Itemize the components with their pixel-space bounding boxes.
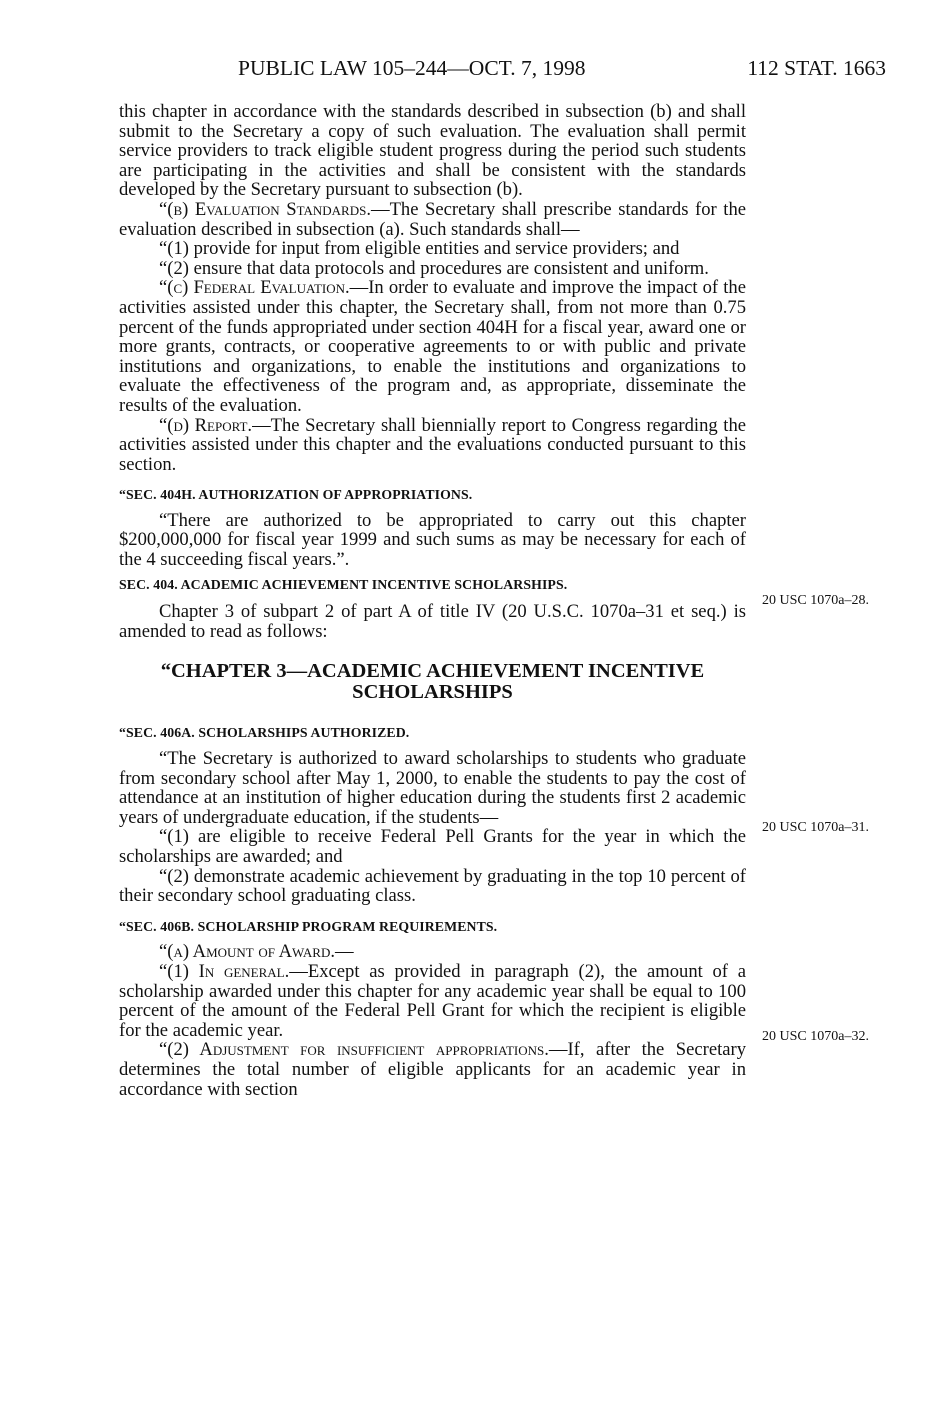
- section-406b-heading: “SEC. 406B. SCHOLARSHIP PROGRAM REQUIREMENTS.: [119, 918, 498, 934]
- chapter-title: “CHAPTER 3—ACADEMIC ACHIEVEMENT INCENTIVE SCHOLARSHIPS: [160, 660, 705, 704]
- section-404-text: Chapter 3 of subpart 2 of part A of title IV (20 U.S.C. 1070a–31 et seq.) is amended to read as follows:: [119, 601, 746, 642]
- section-404h-heading: “SEC. 404H. AUTHORIZATION OF APPROPRIATIONS.: [119, 487, 473, 503]
- subsection-b-heading: “(b) Evaluation Standards.: [159, 198, 371, 220]
- subsection-b-text: —The Secretary shall prescribe standards for the evaluation described in subsection (a). Such standards shall—: [119, 198, 746, 240]
- paragraph-continued: this chapter in accordance with the standards described in subsection (b) and shall submit to the Secretary a copy of such evaluation. The evaluation shall permit service providers to track eligible student progress during the period such students are participating in the activities and shall be consistent with the standards developed by the Secretary pursuant to subsection (b).: [119, 101, 746, 201]
- section-406b-paragraph-2-text: —If, after the Secretary determines the total number of eligible applicants for an academic year in accordance with section: [119, 1039, 746, 1100]
- section-406b-subsection-a: “(a) Amount of Award.—: [159, 941, 354, 963]
- section-406a-heading: “SEC. 406A. SCHOLARSHIPS AUTHORIZED.: [119, 725, 410, 741]
- subsection-d-text: —The Secretary shall biennially report to Congress regarding the activities assisted under this chapter and the evaluations conducted pursuant to this section.: [119, 414, 746, 475]
- section-406b-paragraph-1: [119, 962, 746, 1040]
- section-406b-paragraph-2-heading: “(2) Adjustment for insufficient appropriations.: [159, 1039, 549, 1061]
- section-406b-paragraph-2: [119, 1040, 746, 1099]
- subsection-b: [119, 200, 746, 239]
- margin-note-2: 20 USC 1070a–31.: [762, 820, 869, 835]
- margin-note-1: 20 USC 1070a–28.: [762, 593, 869, 608]
- section-406a-text: “The Secretary is authorized to award scholarships to students who graduate from secondary school after May 1, 2000, to enable the students to pay the cost of attendance at an institution of higher education during the students first 2 academic years of undergraduate education, if the students—: [119, 748, 746, 828]
- subsection-c-heading: “(c) Federal Evaluation.: [159, 277, 350, 299]
- page-header: [238, 56, 886, 86]
- margin-note-3: 20 USC 1070a–32.: [762, 1029, 869, 1044]
- section-406a-item-2: “(2) demonstrate academic achievement by graduating in the top 10 percent of their secondary school graduating class.: [119, 865, 746, 907]
- subsection-c: [119, 278, 746, 415]
- section-404-heading: SEC. 404. ACADEMIC ACHIEVEMENT INCENTIVE SCHOLARSHIPS.: [119, 576, 568, 592]
- subsection-b-item-2: “(2) ensure that data protocols and procedures are consistent and uniform.: [159, 257, 709, 279]
- subsection-d-heading: “(d) Report.: [159, 414, 253, 436]
- section-406a-item-1: “(1) are eligible to receive Federal Pell Grants for the year in which the scholarships are awarded; and: [119, 826, 746, 867]
- subsection-d: [119, 416, 746, 475]
- section-406b-paragraph-1-heading: “(1) In general.: [159, 960, 290, 982]
- body-text: [119, 102, 746, 1099]
- subsection-c-text: —In order to evaluate and improve the impact of the activities assisted under this chapter, the Secretary shall, from not more than 0.75 percent of the funds appropriated under section 404H for a fiscal year, award one or more grants, contracts, or cooperative agreements to or with public and private institutions and organizations, to enable the institutions and organizations to evaluate the effectiveness of the program and, as appropriate, disseminate the results of the evaluation.: [119, 277, 746, 416]
- section-404h-text: “There are authorized to be appropriated to carry out this chapter $200,000,000 for fiscal year 1999 and such sums as may be necessary for each of the 4 succeeding fiscal years.”.: [119, 509, 746, 571]
- header-title: PUBLIC LAW 105–244—OCT. 7, 1998: [238, 56, 586, 80]
- header-stat: 112 STAT. 1663: [747, 56, 886, 80]
- subsection-b-item-1: “(1) provide for input from eligible entities and service providers; and: [159, 238, 680, 260]
- section-406b-paragraph-1-text: —Except as provided in paragraph (2), the amount of a scholarship awarded under this chapter for any academic year shall be equal to 100 percent of the amount of the Federal Pell Grant for which the recipient is eligible for the academic year.: [119, 960, 746, 1041]
